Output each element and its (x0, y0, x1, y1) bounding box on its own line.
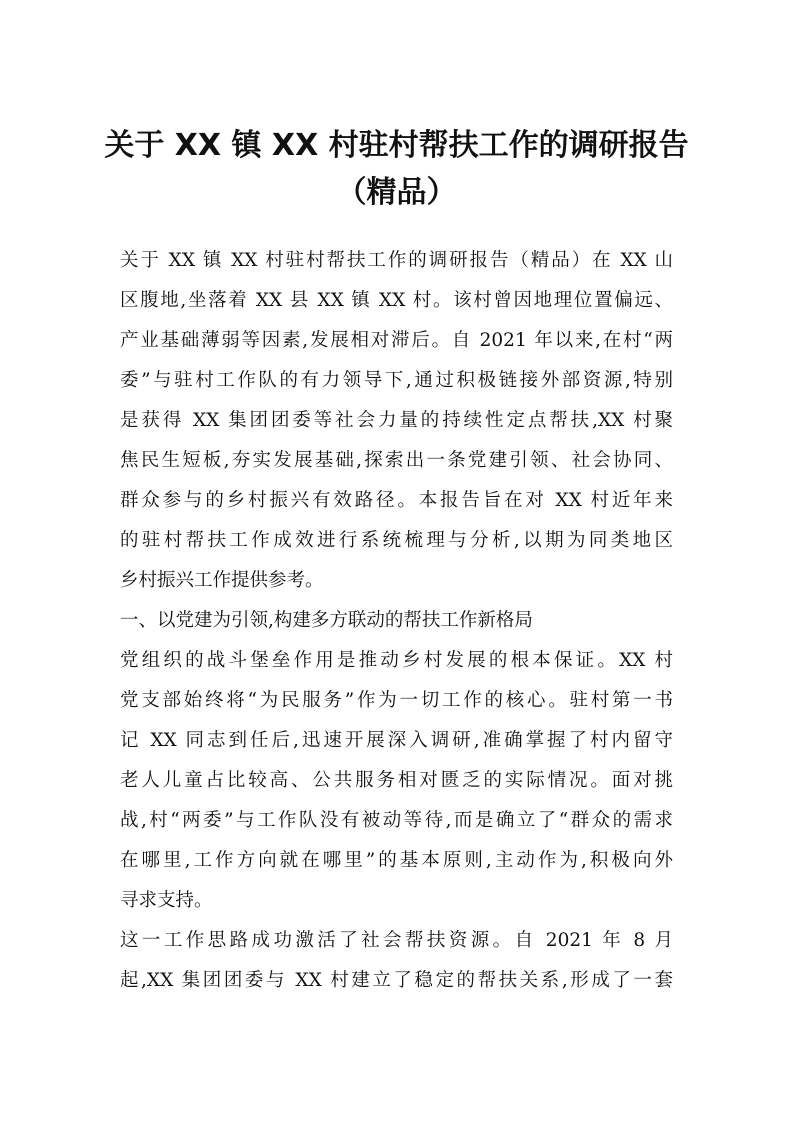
paragraph-line: 委”与驻村工作队的有力领导下,通过积极链接外部资源,特别 (120, 370, 673, 391)
report-title-line-1: 关于 XX 镇 XX 村驻村帮扶工作的调研报告 (104, 128, 689, 163)
paragraph-line: 群众参与的乡村振兴有效路径。本报告旨在对 XX 村近年来 (120, 490, 673, 511)
paragraph-line: 这一工作思路成功激活了社会帮扶资源。自 2021 年 8 月 (120, 930, 673, 951)
paragraph-line: 产业基础薄弱等因素,发展相对滞后。自 2021 年以来,在村“两 (120, 330, 673, 351)
paragraph-line: 寻求支持。 (120, 890, 213, 911)
paragraph-line: 的驻村帮扶工作成效进行系统梳理与分析,以期为同类地区 (120, 530, 673, 551)
paragraph-line: 起,XX 集团团委与 XX 村建立了稳定的帮扶关系,形成了一套 (120, 970, 673, 991)
report-title-line-2: （精品） (336, 175, 457, 210)
paragraph-line: 在哪里,工作方向就在哪里”的基本原则,主动作为,积极向外 (120, 850, 673, 871)
paragraph-line: 是获得 XX 集团团委等社会力量的持续性定点帮扶,XX 村聚 (120, 410, 673, 431)
paragraph-line: 关于 XX 镇 XX 村驻村帮扶工作的调研报告（精品）在 XX 山 (120, 250, 673, 271)
paragraph-line: 战,村“两委”与工作队没有被动等待,而是确立了“群众的需求 (120, 810, 673, 831)
paragraph-line: 乡村振兴工作提供参考。 (120, 570, 324, 591)
paragraph-line: 区腹地,坐落着 XX 县 XX 镇 XX 村。该村曾因地理位置偏远、 (120, 290, 673, 311)
paragraph-line: 老人儿童占比较高、公共服务相对匮乏的实际情况。面对挑 (120, 770, 673, 791)
paragraph-line: 焦民生短板,夯实发展基础,探索出一条党建引领、社会协同、 (120, 450, 673, 471)
paragraph-line: 党支部始终将“为民服务”作为一切工作的核心。驻村第一书 (120, 690, 673, 711)
section-heading: 一、以党建为引领,构建多方联动的帮扶工作新格局 (120, 610, 533, 631)
paragraph-line: 记 XX 同志到任后,迅速开展深入调研,准确掌握了村内留守 (120, 730, 673, 751)
paragraph-line: 党组织的战斗堡垒作用是推动乡村发展的根本保证。XX 村 (120, 650, 673, 671)
